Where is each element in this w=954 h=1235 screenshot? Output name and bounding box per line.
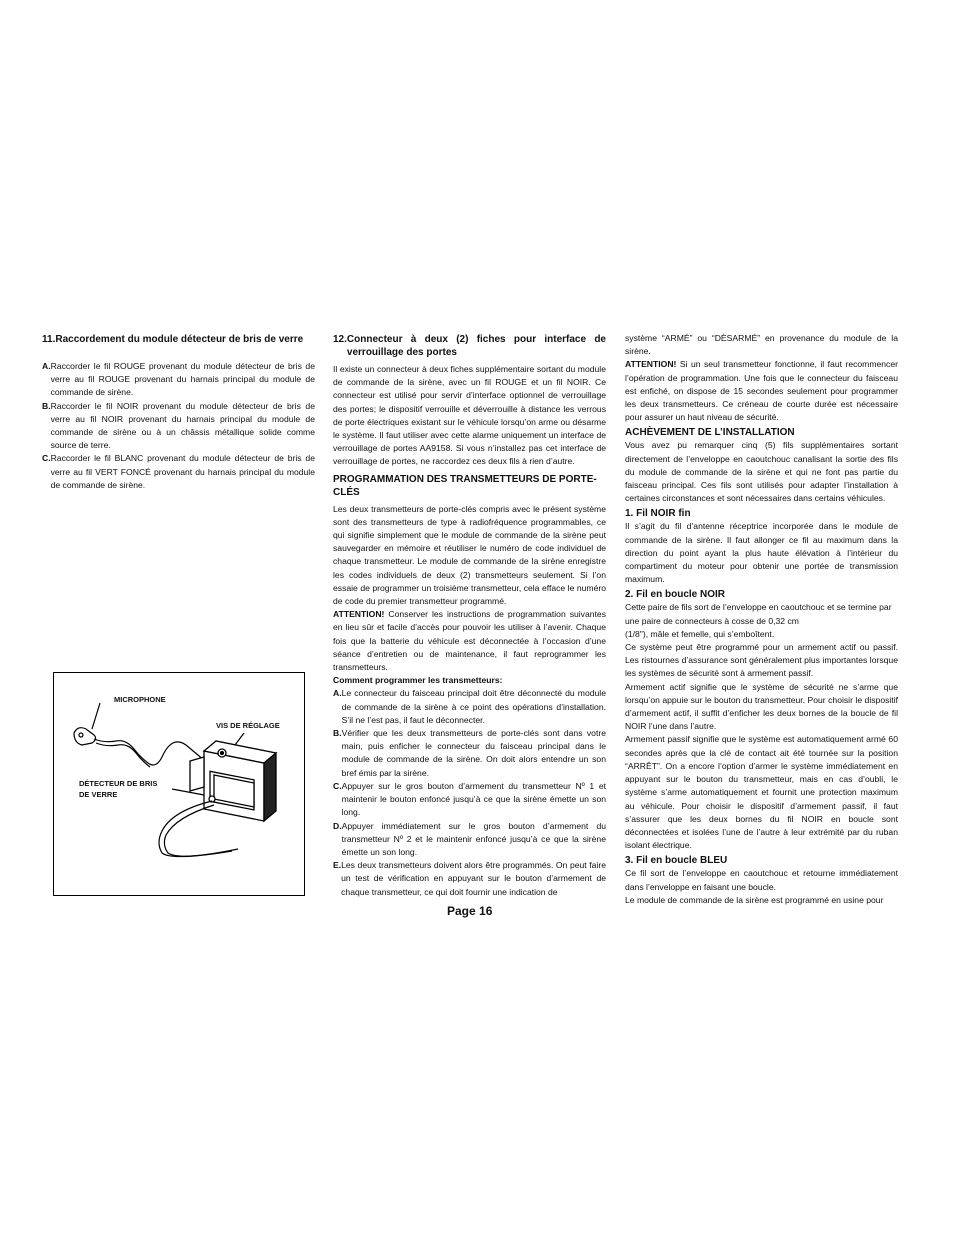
attention-paragraph: ATTENTION! Si un seul transmetteur fonctionne, il faut recommencer l’opération de programmation. Une fois que le connecteur du faisceau est enfiché, on dispose de 15 secondes seulement pour programmer les deux transmetteurs. Ce créneau de courte durée est nécessaire pour assurer un haut niveau de sécurité.: [625, 359, 898, 423]
paragraph: Vous avez pu remarquer cinq (5) fils supplémentaires sortant directement de l’enveloppe en caoutchouc canalisant la sortie des fils du module de commande de la sirène et qui ne font pas partie du faisceau principal. Ces fils sont utilisés pour adapter l’installation à certaines circonstances et sont nécessaires dans certains véhicules.: [625, 440, 898, 504]
attention-paragraph: ATTENTION! Conserver les instructions de programmation suivantes en lieu sûr et facile d’accès pour pouvoir les utiliser à l’avenir. Chaque fois que la batterie du véhicule est déconnectée à l’occasion d’une séance d’entretien ou de maintenance, il faut reprogrammer les transmetteurs.: [333, 609, 606, 673]
list-item: A. Le connecteur du faisceau principal doit être déconnecté du module de commande de la sirène à ce point des opérations d’installation. S’il ne l’est pas, il faut le déconnecter.: [333, 688, 606, 725]
paragraph: Les deux transmetteurs de porte-clés compris avec le présent système sont des transmetteurs de type à radiofréquence programmables, ce qui signifie simplement que le module de commande de la sirène peut sauvegarder en mémoire et réutiliser le numéro de code individuel de chaque transmetteur. Le module de commande de la sirène enregistre les codes individuels de deux (2) transmetteurs seulement. Si l’on essaie de programmer un troisième transmetteur, cela efface le numéro de code du premier transmetteur programmé.: [333, 503, 606, 607]
section-11-heading: 11. Raccordement du module détecteur de bris de verre: [42, 334, 304, 345]
column-1: [42, 333, 315, 492]
list-item: C. Raccorder le fil BLANC provenant du module détecteur de bris de verre au fil VERT FONCÉ provenant du harnais principal du module de commande de sirène.: [42, 453, 315, 490]
subheading-fil-boucle-noir: 2. Fil en boucle NOIR: [625, 589, 726, 601]
paragraph: Ce fil sort de l’enveloppe en caoutchouc et retourne immédiatement dans l’enveloppe en faisant une boucle.: [625, 868, 898, 892]
label-vis-reglage: VIS DE RÉGLAGE: [216, 721, 280, 730]
page-number: Page 16: [447, 904, 493, 918]
section-heading-programmation: PROGRAMMATION DES TRANSMETTEURS DE PORTE-CLÉS: [333, 473, 597, 498]
column-3: [625, 332, 898, 907]
paragraph: Il s’agit du fil d’antenne réceptrice incorporée dans le module de commande de la sirène. Il faut allonger ce fil au maximum dans la direction du point ayant la plus haute élévation à l’intérieur du compartiment du moteur pour obtenir une portée de transmission maximum.: [625, 521, 898, 585]
list-item: D. Appuyer immédiatement sur le gros bouton d’armement du transmetteur Nº 2 et le maintenir enfoncé jusqu’à ce que la sirène émette un son long.: [333, 820, 606, 857]
list-item: A. Raccorder le fil ROUGE provenant du module détecteur de bris de verre au fil ROUGE provenant du harnais principal du module de commande de sirène.: [42, 361, 315, 398]
section-12-heading: 12. Connecteur à deux (2) fiches pour interface de verrouillage des portes: [333, 334, 606, 358]
paragraph: Armement actif signifie que le système de sécurité ne s’arme que lorsqu’on appuie sur le bouton du transmetteur. Pour choisir le dispositif d’armement actif, il suffit d’enficher les deux bornes de la boucle de fil NOIR l’une dans l’autre.: [625, 681, 898, 732]
label-microphone: MICROPHONE: [114, 695, 166, 704]
paragraph: système “ARMÉ” ou “DÈSARMÉ” en provenance du module de la sirène.: [625, 333, 898, 357]
label-detecteur-line2: DE VERRE: [79, 790, 118, 799]
howto-heading: Comment programmer les transmetteurs:: [333, 675, 503, 686]
column-2: [333, 333, 606, 899]
paragraph: Cette paire de fils sort de l’enveloppe en caoutchouc et se termine par une paire de connecteurs à cosse de 0,32 cm: [625, 602, 892, 626]
paragraph: Armement passif signifie que le système est automatiquement armé 60 secondes après que la clé de contact ait été tournée sur la position “ARRÊT”. On a encore l’option d’armer le système immédiatement en appuyant sur le bouton du transmetteur, mais en cas d’oubli, le système s’arme automatiquement et fournit une protection maximum au véhicule. Pour choisir le dispositif d’armement passif, il faut s’assurer que les deux bornes du fil NOIR en boucle sont déconnectées et isolées l’une de l’autre à leur extrémité par du ruban isolant électrique.: [625, 734, 898, 851]
paragraph: Il existe un connecteur à deux fiches supplémentaire sortant du module de commande de la sirène, avec un fil ROUGE et un fil NOIR. Ce connecteur est utilisé pour servir d’interface optionnel de verrouillage des portes; le dispositif verrouille et déverrouille à distance les verrous de porte électriques existant sur le véhicule lorsqu’on arme ou désarme le système. Il faut utiliser avec cette alarme uniquement un interface de verrouillage de portes AA9158. Si vous n’installez pas cet interface de verrouillage de portes, ne raccordez ces deux fils à rien d’autre.: [333, 364, 606, 467]
paragraph: (1/8"), mâle et femelle, qui s’emboîtent.: [625, 628, 775, 639]
subheading-fil-boucle-bleu: 3. Fil en boucle BLEU: [625, 855, 728, 867]
list-item: B. Raccorder le fil NOIR provenant du module détecteur de bris de verre au fil NOIR provenant du harnais principal du module de commande de sirène ou à un châssis métallique solide comme source de terre.: [42, 400, 315, 451]
paragraph: Le module de commande de la sirène est programmé en usine pour: [625, 894, 884, 905]
section-heading-achevement: ACHÈVEMENT DE L’INSTALLATION: [625, 427, 795, 439]
paragraph: Ce système peut être programmé pour un armement actif ou passif. Les ristournes d’assurance sont généralement plus importantes lorsque les systèmes de sécurité sont à armement passif.: [625, 642, 898, 679]
subheading-fil-noir-fin: 1. Fil NOIR fin: [625, 508, 691, 520]
list-item: B. Vérifier que les deux transmetteurs de porte-clés sont dans votre main, puis enficher le connecteur du faisceau principal dans le module de commande de la sirène. On doit alors entendre un son bref émis par la sirène.: [333, 728, 606, 778]
list-item: E. Les deux transmetteurs doivent alors être programmés. On peut faire un test de vérification en appuyant sur le bouton d’armement de chaque transmetteur, ce qui doit fournir une indication de: [333, 860, 606, 897]
glass-break-detector-figure: [53, 672, 305, 896]
label-detecteur-line1: DÉTECTEUR DE BRIS: [79, 779, 158, 788]
list-item: C. Appuyer sur le gros bouton d’armement du transmetteur Nº 1 et maintenir le bouton enfoncé jusqu’à ce que la sirène émette un son long.: [333, 780, 606, 818]
